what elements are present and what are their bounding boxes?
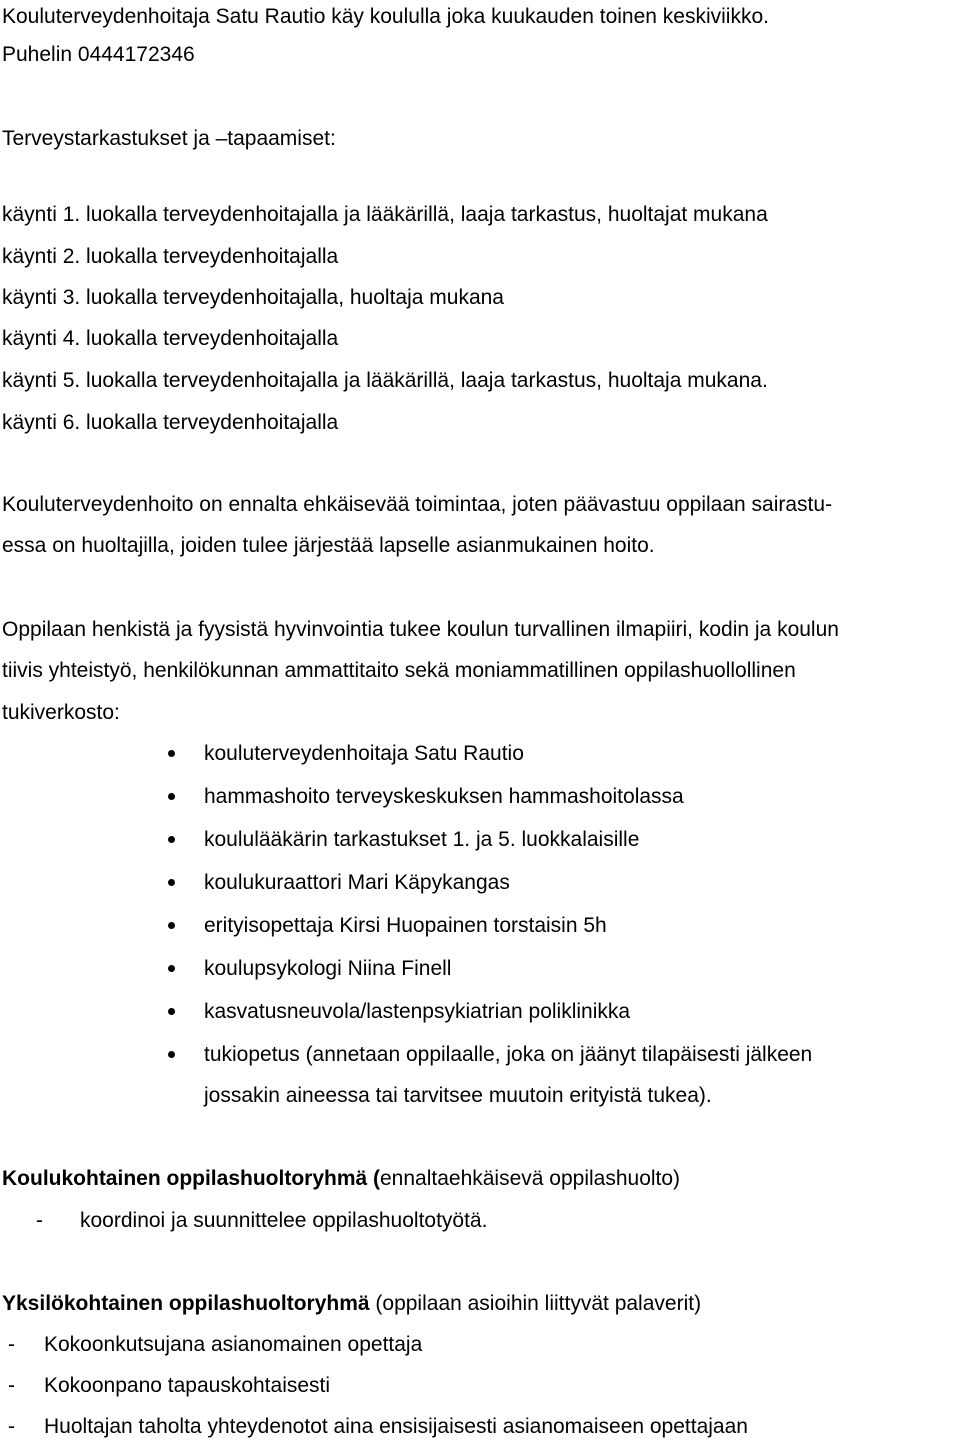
bullet-icon	[168, 750, 175, 757]
group2-heading-bold: Yksilökohtainen oppilashuoltoryhmä	[2, 1292, 370, 1315]
checkup-item: käynti 4. luokalla terveydenhoitajalla	[2, 327, 339, 350]
checkup-item: käynti 1. luokalla terveydenhoitajalla ja lääkärillä, laaja tarkastus, huoltajat mukana	[2, 203, 768, 226]
bullet-icon	[168, 1051, 175, 1058]
group1-heading-bold: Koulukohtainen oppilashuoltoryhmä (	[2, 1167, 380, 1190]
network-item: koululääkärin tarkastukset 1. ja 5. luokkalaisille	[204, 828, 640, 851]
bullet-icon	[168, 1008, 175, 1015]
group2-item: Kokoonpano tapauskohtaisesti	[44, 1374, 331, 1397]
dash-marker: -	[8, 1333, 15, 1356]
group1-heading	[2, 1166, 680, 1191]
group1-item: koordinoi ja suunnittelee oppilashuoltotyötä.	[80, 1209, 488, 1232]
group2-heading-normal: (oppilaan asioihin liittyvät palaverit)	[369, 1292, 702, 1315]
bullet-icon	[168, 879, 175, 886]
paragraph-healthcare-line-1: Kouluterveydenhoito on ennalta ehkäisevää toimintaa, joten päävastuu oppilaan sairastu-	[2, 493, 833, 516]
network-item: kouluterveydenhoitaja Satu Rautio	[204, 742, 524, 765]
paragraph-healthcare-line-2: essa on huoltajilla, joiden tulee järjestää lapselle asianmukainen hoito.	[2, 534, 655, 557]
paragraph-wellbeing-line-1: Oppilaan henkistä ja fyysistä hyvinvointia tukee koulun turvallinen ilmapiiri, kodin ja koulun	[2, 618, 839, 641]
phone-number: Puhelin 0444172346	[2, 43, 195, 66]
network-item: tukiopetus (annetaan oppilaalle, joka on jäänyt tilapäisesti jälkeen	[204, 1043, 813, 1066]
bullet-icon	[168, 793, 175, 800]
network-item: koulupsykologi Niina Finell	[204, 957, 452, 980]
network-item-continuation: jossakin aineessa tai tarvitsee muutoin erityistä tukea).	[204, 1084, 712, 1107]
checkup-item: käynti 6. luokalla terveydenhoitajalla	[2, 411, 339, 434]
bullet-icon	[168, 922, 175, 929]
group2-heading	[2, 1291, 701, 1316]
bullet-icon	[168, 965, 175, 972]
group1-heading-normal: ennaltaehkäisevä oppilashuolto)	[380, 1167, 681, 1190]
dash-marker: -	[36, 1209, 43, 1232]
network-item: koulukuraattori Mari Käpykangas	[204, 871, 510, 894]
network-item: hammashoito terveyskeskuksen hammashoitolassa	[204, 785, 684, 808]
network-item: kasvatusneuvola/lastenpsykiatrian poliklinikka	[204, 1000, 631, 1023]
checkups-heading: Terveystarkastukset ja –tapaamiset:	[2, 127, 336, 150]
paragraph-wellbeing-line-2: tiivis yhteistyö, henkilökunnan ammattitaito sekä moniammatillinen oppilashuollollinen	[2, 659, 796, 682]
network-item: erityisopettaja Kirsi Huopainen torstaisin 5h	[204, 914, 607, 937]
paragraph-wellbeing-line-3: tukiverkosto:	[2, 701, 120, 724]
checkup-item: käynti 2. luokalla terveydenhoitajalla	[2, 245, 339, 268]
bullet-icon	[168, 836, 175, 843]
nurse-visit-info: Kouluterveydenhoitaja Satu Rautio käy koululla joka kuukauden toinen keskiviikko.	[2, 5, 769, 28]
group2-item: Huoltajan taholta yhteydenotot aina ensisijaisesti asianomaiseen opettajaan	[44, 1415, 748, 1438]
checkup-item: käynti 5. luokalla terveydenhoitajalla ja lääkärillä, laaja tarkastus, huoltaja mukana.	[2, 369, 768, 392]
dash-marker: -	[8, 1415, 15, 1438]
dash-marker: -	[8, 1374, 15, 1397]
checkup-item: käynti 3. luokalla terveydenhoitajalla, huoltaja mukana	[2, 286, 504, 309]
group2-item: Kokoonkutsujana asianomainen opettaja	[44, 1333, 423, 1356]
